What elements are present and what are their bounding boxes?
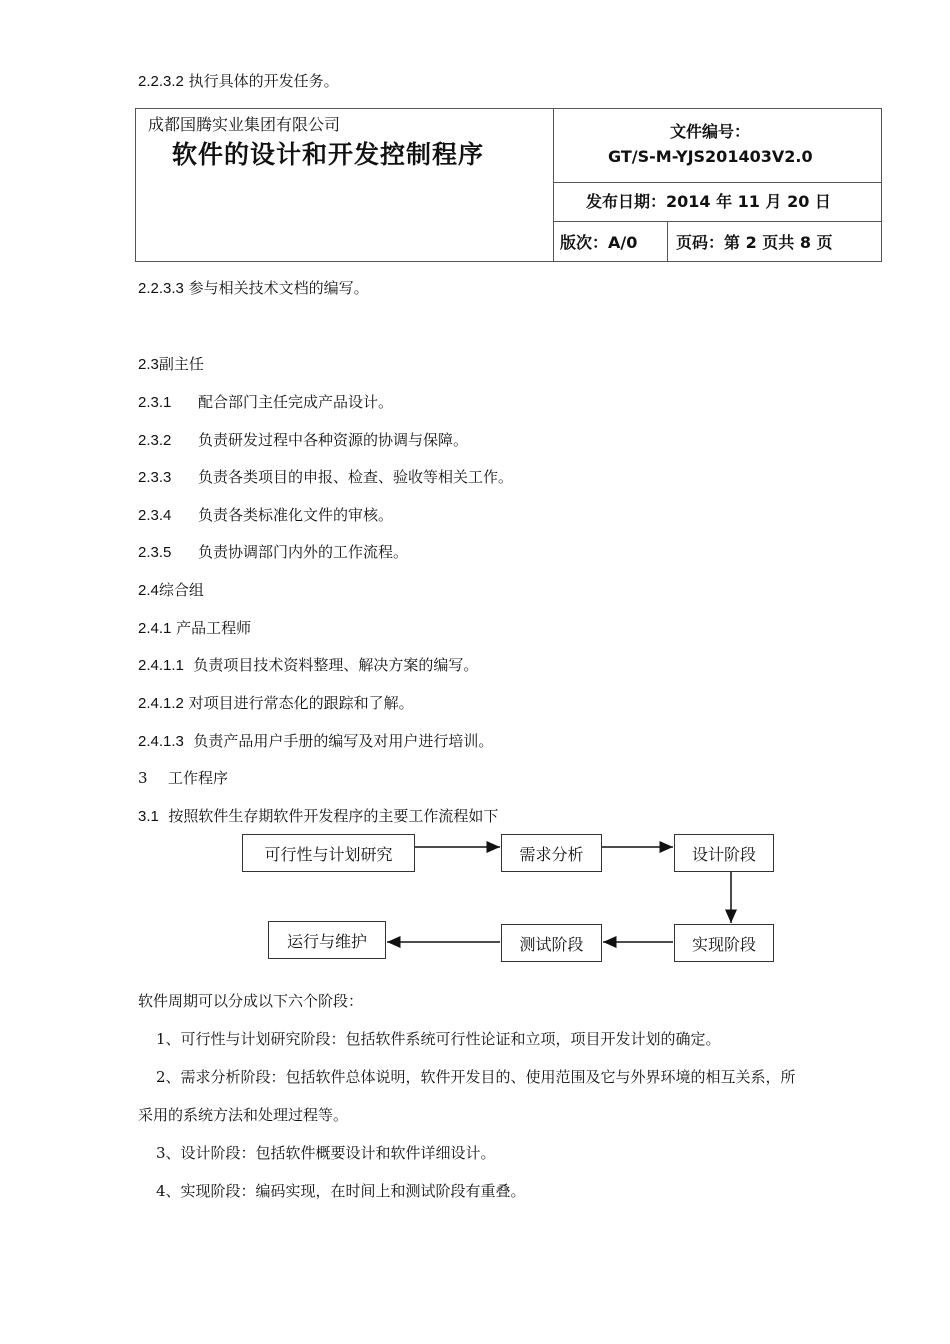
flow-design-box: 设计阶段 (674, 834, 774, 872)
stage-item: 4、实现阶段：编码实现，在时间上和测试阶段有重叠。 (156, 1182, 526, 1200)
section-number: 2.3.3 (138, 469, 172, 486)
section-text: 工作程序 (168, 769, 229, 787)
doc-number-label: 文件编号： (670, 122, 751, 141)
section-number: 2.3 (138, 356, 159, 373)
section-text: 副主任 (158, 355, 204, 373)
section-text: 产品工程师 (176, 619, 252, 637)
section-text: 负责各类项目的申报、检查、验收等相关工作。 (198, 468, 514, 486)
stage-item: 1、可行性与计划研究阶段：包括软件系统可行性论证和立项，项目开发计划的确定。 (156, 1030, 721, 1048)
section-number: 3 (138, 769, 148, 787)
release-date: 发布日期：2014 年 11 月 20 日 (586, 192, 831, 211)
page-number: 页码：第 2 页共 8 页 (676, 233, 833, 252)
section-number: 2.3.5 (138, 544, 172, 561)
section-text: 对项目进行常态化的跟踪和了解。 (188, 694, 414, 712)
section-text: 参与相关技术文档的编写。 (188, 279, 369, 297)
section-number: 2.4.1.3 (138, 733, 184, 750)
section-text: 综合组 (158, 581, 204, 599)
stage-item: 2、需求分析阶段：包括软件总体说明，软件开发目的、使用范围及它与外界环境的相互关系，所 (156, 1068, 796, 1086)
section-text: 按照软件生存期软件开发程序的主要工作流程如下 (168, 807, 499, 825)
flow-requirements-box: 需求分析 (501, 834, 602, 872)
section-number: 3.1 (138, 808, 159, 825)
version: 版次：A/0 (560, 233, 638, 252)
doc-number-value: GT/S-M-YJS201403V2.0 (608, 147, 813, 166)
section-text: 负责产品用户手册的编写及对用户进行培训。 (193, 732, 494, 750)
stages-intro: 软件周期可以分成以下六个阶段： (138, 992, 364, 1010)
stage-item: 采用的系统方法和处理过程等。 (138, 1106, 349, 1124)
stage-item: 3、设计阶段：包括软件概要设计和软件详细设计。 (156, 1144, 496, 1162)
document-title: 软件的设计和开发控制程序 (172, 140, 485, 169)
flow-implementation-box: 实现阶段 (674, 924, 774, 962)
section-number: 2.2.3.2 (138, 73, 184, 90)
flow-testing-box: 测试阶段 (501, 924, 602, 962)
section-text: 配合部门主任完成产品设计。 (198, 393, 394, 411)
section-number: 2.3.4 (138, 507, 172, 524)
section-text: 负责协调部门内外的工作流程。 (198, 543, 409, 561)
section-text: 执行具体的开发任务。 (188, 72, 339, 90)
section-number: 2.3.2 (138, 432, 172, 449)
flow-operation-box: 运行与维护 (268, 921, 386, 959)
company-name: 成都国腾实业集团有限公司 (148, 115, 341, 134)
section-number: 2.4.1.1 (138, 657, 184, 674)
section-text: 负责各类标准化文件的审核。 (198, 506, 394, 524)
flow-feasibility-box: 可行性与计划研究 (242, 834, 415, 872)
section-number: 2.4.1 (138, 620, 172, 637)
section-number: 2.4.1.2 (138, 695, 184, 712)
section-number: 2.3.1 (138, 394, 172, 411)
section-text: 负责研发过程中各种资源的协调与保障。 (198, 431, 469, 449)
section-number: 2.4 (138, 582, 159, 599)
section-number: 2.2.3.3 (138, 280, 184, 297)
section-text: 负责项目技术资料整理、解决方案的编写。 (193, 656, 479, 674)
